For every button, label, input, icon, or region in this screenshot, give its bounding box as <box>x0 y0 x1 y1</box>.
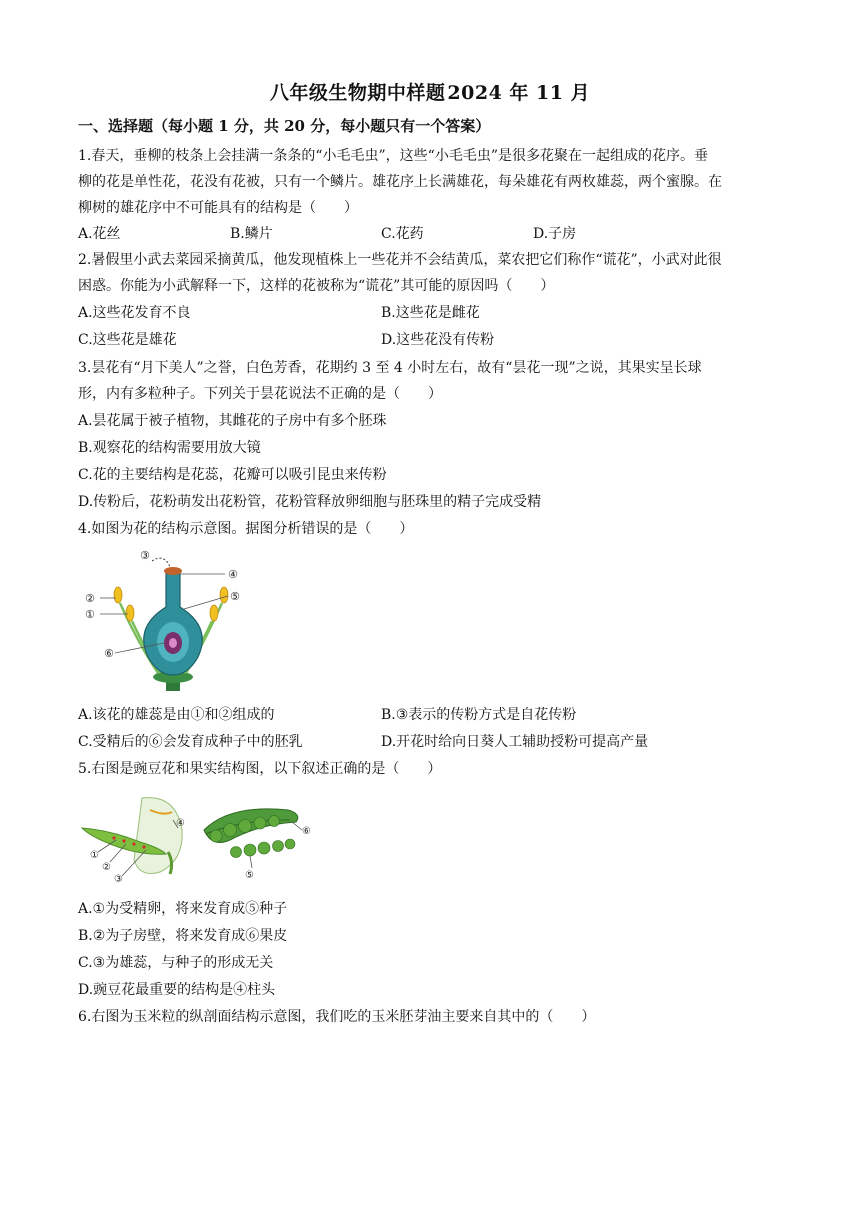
pollination-arrow <box>152 558 170 567</box>
q1-line-2: 柳的花是单性花，花没有花被，只有一个鳞片。雄花序上长满雄花，每朵雄花有两枚雄蕊，两个蜜腺。在 <box>78 174 722 190</box>
label-4: ④ <box>228 568 238 581</box>
q2-option-d: D.这些花没有传粉 <box>381 332 495 348</box>
q1-option-d: D.子房 <box>533 226 577 242</box>
section-heading: 一、选择题（每小题 1 分，共 20 分，每小题只有一个答案） <box>78 117 491 135</box>
pea-label-6: ⑥ <box>302 826 311 837</box>
stigma <box>164 567 182 575</box>
q2-option-a: A.这些花发育不良 <box>78 305 191 321</box>
q5-option-b: B.②为子房壁，将来发育成⑥果皮 <box>78 928 288 944</box>
q1-line-1: 1.春天，垂柳的枝条上会挂满一条条的“小毛毛虫”，这些“小毛毛虫”是很多花聚在一起组成的花序。垂 <box>78 148 708 164</box>
pea-label-1: ① <box>90 850 99 861</box>
q4-option-d: D.开花时给向日葵人工辅助授粉可提高产量 <box>381 734 649 750</box>
q2-option-c: C.这些花是雄花 <box>78 332 177 348</box>
label-3: ③ <box>140 549 150 562</box>
q3-option-d: D.传粉后，花粉萌发出花粉管，花粉管释放卵细胞与胚珠里的精子完成受精 <box>78 494 542 510</box>
q1-option-c: C.花药 <box>381 226 424 242</box>
q5-option-a: A.①为受精卵，将来发育成⑤种子 <box>78 901 288 917</box>
q3-line-1: 3.昙花有“月下美人”之誉，白色芳香，花期约 3 至 4 小时左右，故有“昙花一现”之说，其果实呈长球 <box>78 360 702 376</box>
label-6: ⑥ <box>104 647 114 660</box>
pea-label-4: ④ <box>176 818 185 829</box>
q5-line-1: 5.右图是豌豆花和果实结构图，以下叙述正确的是（ ） <box>78 761 442 777</box>
q2-option-b: B.这些花是雌花 <box>381 305 480 321</box>
q2-line-1: 2.暑假里小武去菜园采摘黄瓜，他发现植株上一些花并不会结黄瓜，菜农把它们称作“谎花”，小武对此很 <box>78 252 722 268</box>
page-title <box>0 78 860 105</box>
label-5: ⑤ <box>230 590 240 603</box>
embryo-sac <box>169 638 177 648</box>
pea-label-3: ③ <box>114 874 123 884</box>
label-1: ① <box>85 608 95 621</box>
pea-flower-fruit-figure <box>80 790 320 884</box>
title-text: 八年级生物期中样题 <box>269 82 446 104</box>
q5-option-c: C.③为雄蕊，与种子的形成无关 <box>78 955 274 971</box>
q4-option-a: A.该花的雄蕊是由①和②组成的 <box>78 707 275 723</box>
q6-line-1: 6.右图为玉米粒的纵剖面结构示意图，我们吃的玉米胚芽油主要来自其中的（ ） <box>78 1009 596 1025</box>
q1-option-a: A.花丝 <box>78 226 121 242</box>
q4-option-b: B.③表示的传粉方式是自花传粉 <box>381 707 577 723</box>
flower-structure-diagram <box>80 547 250 695</box>
q2-line-2: 困惑。你能为小武解释一下，这样的花被称为“谎花”其可能的原因吗（ ） <box>78 278 555 294</box>
flower-structure-figure <box>80 547 250 695</box>
q5-option-d: D.豌豆花最重要的结构是④柱头 <box>78 982 276 998</box>
label-2: ② <box>85 592 95 605</box>
pea-label-5: ⑤ <box>245 870 254 881</box>
pea-label-2: ② <box>102 862 111 873</box>
q3-option-a: A.昙花属于被子植物，其雌花的子房中有多个胚珠 <box>78 413 387 429</box>
q1-option-b: B.鳞片 <box>230 226 273 242</box>
q4-line-1: 4.如图为花的结构示意图。据图分析错误的是（ ） <box>78 521 414 537</box>
pea-flower-fruit-diagram <box>80 790 320 884</box>
q3-line-2: 形，内有多粒种子。下列关于昙花说法不正确的是（ ） <box>78 386 442 402</box>
pea-petal <box>134 798 182 874</box>
q1-line-3: 柳树的雄花序中不可能具有的结构是（ ） <box>78 200 358 216</box>
q3-option-c: C.花的主要结构是花蕊，花瓣可以吸引昆虫来传粉 <box>78 467 387 483</box>
title-date: 2024 年 11 月 <box>447 82 591 104</box>
q3-option-b: B.观察花的结构需要用放大镜 <box>78 440 261 456</box>
q4-option-c: C.受精后的⑥会发育成种子中的胚乳 <box>78 734 303 750</box>
